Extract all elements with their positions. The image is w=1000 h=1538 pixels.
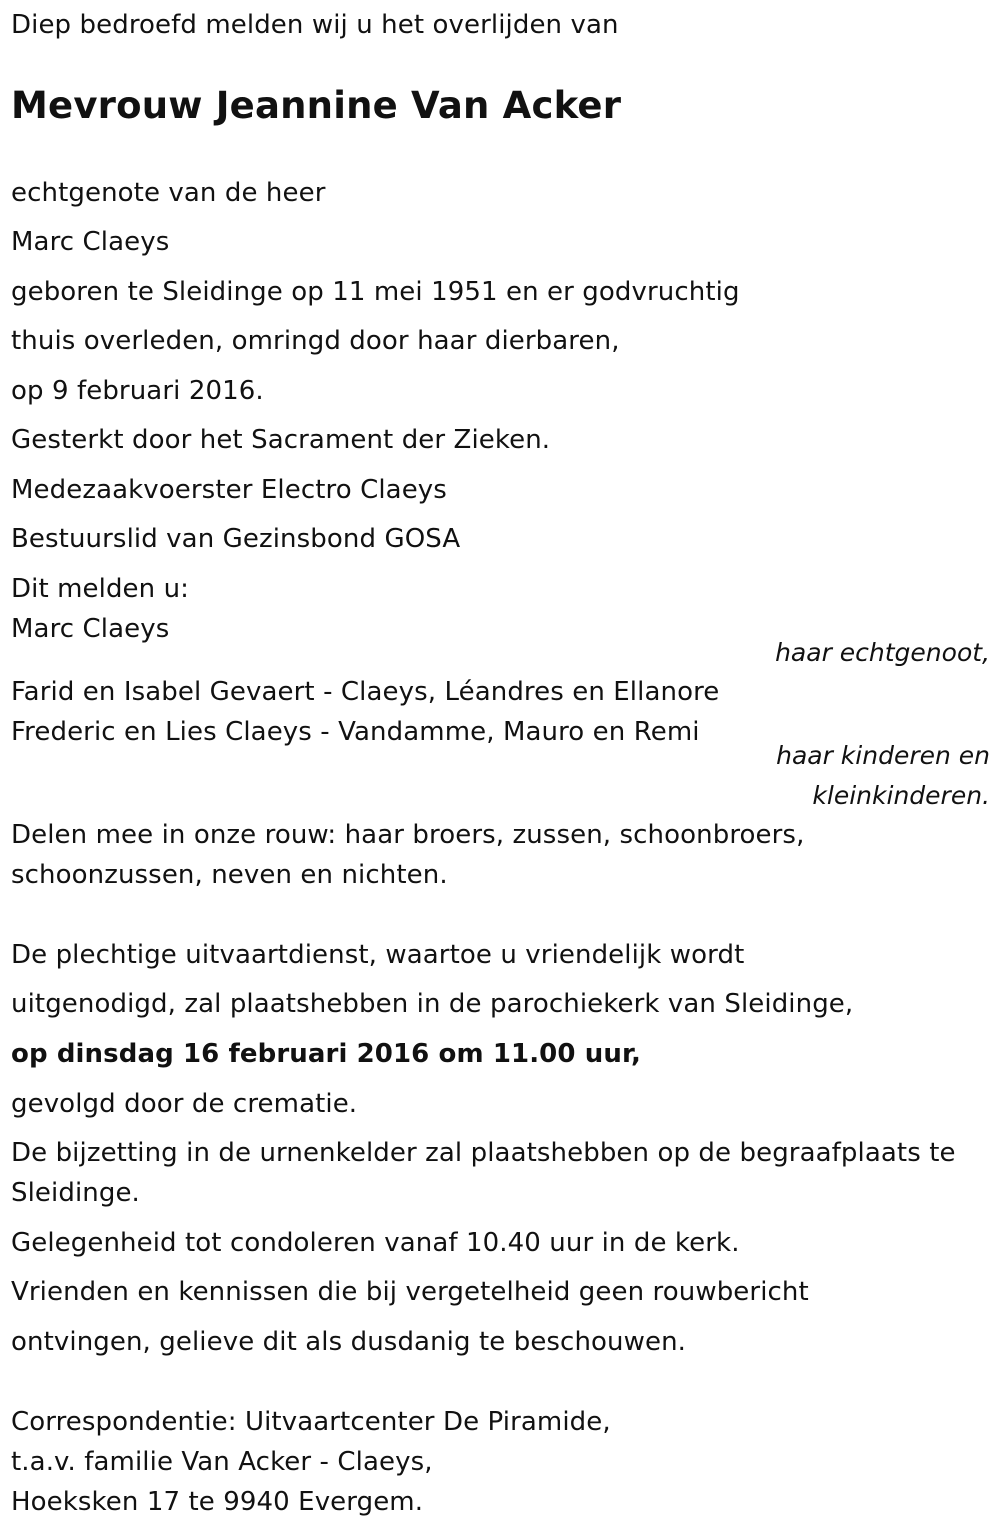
condolence-line: Gelegenheid tot condoleren vanaf 10.40 uur in de kerk. <box>11 1228 740 1258</box>
role-line-2: Bestuurslid van Gezinsbond GOSA <box>11 524 461 554</box>
child-family-2: Frederic en Lies Claeys - Vandamme, Mauro en Remi <box>11 717 700 747</box>
spouse-prefix: echtgenote van de heer <box>11 178 326 208</box>
family-intro: Dit melden u: <box>11 574 190 604</box>
death-date: op 9 februari 2016. <box>11 376 264 406</box>
child-family-1: Farid en Isabel Gevaert - Claeys, Léandres en Ellanore <box>11 677 720 707</box>
service-line-1: De plechtige uitvaartdienst, waartoe u vriendelijk wordt <box>11 940 745 970</box>
notice-line-2: ontvingen, gelieve dit als dusdanig te beschouwen. <box>11 1327 687 1357</box>
spouse-relation: haar echtgenoot, <box>775 638 990 667</box>
correspondence-line-3: Hoeksken 17 te 9940 Evergem. <box>11 1487 424 1517</box>
mourning-line-1: Delen mee in onze rouw: haar broers, zussen, schoonbroers, <box>11 820 805 850</box>
death-line: thuis overleden, omringd door haar dierbaren, <box>11 326 620 356</box>
service-line-2: uitgenodigd, zal plaatshebben in de parochiekerk van Sleidinge, <box>11 989 854 1019</box>
sacrament-line: Gesterkt door het Sacrament der Zieken. <box>11 425 551 455</box>
children-relation-1: haar kinderen en <box>776 741 990 770</box>
mourning-line-2: schoonzussen, neven en nichten. <box>11 860 448 890</box>
interment-line-1: De bijzetting in de urnenkelder zal plaatshebben op de begraafplaats te <box>11 1138 956 1168</box>
children-relation-2: kleinkinderen. <box>812 781 990 810</box>
family-spouse: Marc Claeys <box>11 614 170 644</box>
spouse-name: Marc Claeys <box>11 227 170 257</box>
deceased-name: Mevrouw Jeannine Van Acker <box>11 84 622 127</box>
birth-line: geboren te Sleidinge op 11 mei 1951 en er godvruchtig <box>11 277 740 307</box>
interment-line-2: Sleidinge. <box>11 1178 140 1208</box>
cremation-line: gevolgd door de crematie. <box>11 1089 358 1119</box>
service-date-time: op dinsdag 16 februari 2016 om 11.00 uur, <box>11 1039 642 1069</box>
intro-text: Diep bedroefd melden wij u het overlijden van <box>11 10 619 40</box>
correspondence-line-1: Correspondentie: Uitvaartcenter De Piramide, <box>11 1407 611 1437</box>
notice-line-1: Vrienden en kennissen die bij vergetelheid geen rouwbericht <box>11 1277 809 1307</box>
correspondence-line-2: t.a.v. familie Van Acker - Claeys, <box>11 1447 433 1477</box>
role-line-1: Medezaakvoerster Electro Claeys <box>11 475 447 505</box>
